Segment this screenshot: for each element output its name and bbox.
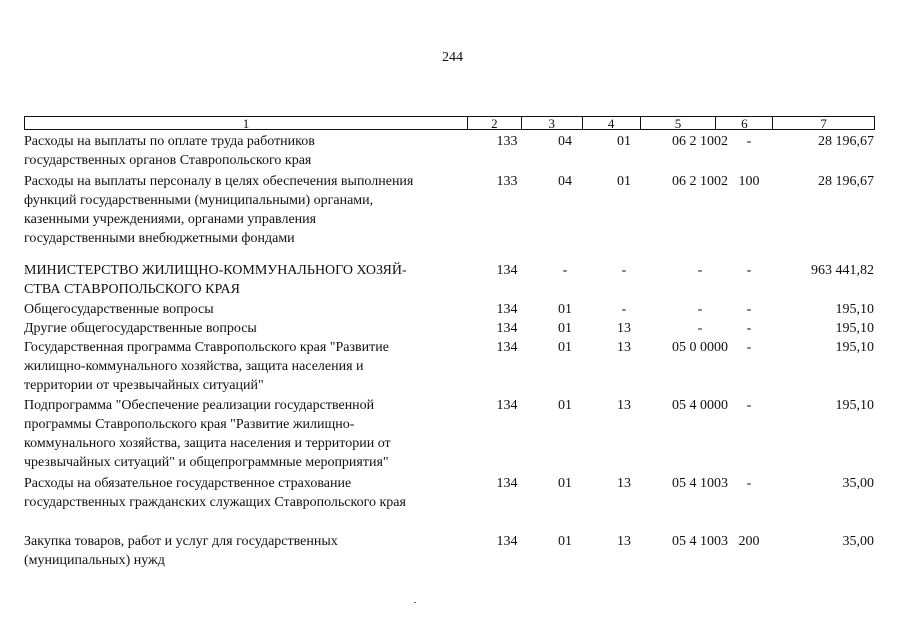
header-col-2: 2 <box>468 117 522 129</box>
row-section: 01 <box>558 302 572 317</box>
row-description: Другие общегосударственные вопросы <box>24 321 257 336</box>
table-header <box>24 116 875 130</box>
row-section: 04 <box>558 134 572 149</box>
header-col-6: 6 <box>716 117 773 129</box>
row-amount: 35,00 <box>842 476 874 491</box>
header-col-3: 3 <box>522 117 583 129</box>
row-section: - <box>562 263 568 278</box>
row-ministry-code: 134 <box>496 321 518 336</box>
row-ministry-code: 134 <box>496 340 518 355</box>
row-description: Расходы на обязательное государственное страхование государственных гражданских служащих Ставропольского края <box>24 476 406 510</box>
page-number: 244 <box>442 50 463 65</box>
row-subsection: 13 <box>617 398 631 413</box>
row-description: Общегосударственные вопросы <box>24 302 214 317</box>
row-expense-type: 200 <box>738 534 760 549</box>
row-expense-type: - <box>746 476 752 491</box>
row-target-article: 05 4 1003 <box>672 534 728 549</box>
row-section: 01 <box>558 321 572 336</box>
row-expense-type: - <box>746 302 752 317</box>
scan-speck <box>414 602 416 603</box>
row-expense-type: - <box>746 134 752 149</box>
row-subsection: 13 <box>617 476 631 491</box>
row-target-article: 05 4 1003 <box>672 476 728 491</box>
row-description: Расходы на выплаты по оплате труда работников государственных органов Ставропольского края <box>24 134 315 168</box>
row-description: Расходы на выплаты персоналу в целях обеспечения выполнения функций государственными (муниципальными) органами, казенными учреждениями, органами управления государственными внебюджетными фондами <box>24 174 414 246</box>
row-subsection: 13 <box>617 340 631 355</box>
row-amount: 35,00 <box>842 534 874 549</box>
row-subsection: - <box>621 302 627 317</box>
header-col-4: 4 <box>583 117 641 129</box>
row-section: 01 <box>558 476 572 491</box>
row-amount: 963 441,82 <box>811 263 874 278</box>
row-description: Подпрограмма "Обеспечение реализации государственной программы Ставропольского края "Развитие жилищно- коммунального хозяйства, защита населения и территории от чрезвычайных ситуаций" и общепрограммные мероприятия" <box>24 398 391 470</box>
header-col-1: 1 <box>25 117 468 129</box>
row-ministry-code: 134 <box>496 476 518 491</box>
header-col-5: 5 <box>641 117 717 129</box>
row-target-article: - <box>697 302 703 317</box>
row-subsection: 13 <box>617 321 631 336</box>
row-amount: 195,10 <box>835 340 874 355</box>
row-expense-type: - <box>746 340 752 355</box>
row-section: 01 <box>558 340 572 355</box>
row-target-article: 05 4 0000 <box>672 398 728 413</box>
row-description: МИНИСТЕРСТВО ЖИЛИЩНО-КОММУНАЛЬНОГО ХОЗЯЙ- СТВА СТАВРОПОЛЬСКОГО КРАЯ <box>24 263 407 297</box>
row-subsection: - <box>621 263 627 278</box>
row-amount: 28 196,67 <box>818 134 874 149</box>
row-subsection: 01 <box>617 174 631 189</box>
row-ministry-code: 134 <box>496 398 518 413</box>
row-ministry-code: 134 <box>496 302 518 317</box>
row-ministry-code: 133 <box>496 174 518 189</box>
row-target-article: - <box>697 263 703 278</box>
row-expense-type: 100 <box>738 174 760 189</box>
row-section: 01 <box>558 398 572 413</box>
row-description: Государственная программа Ставропольского края "Развитие жилищно-коммунального хозяйства, защита населения и территории от чрезвычайных ситуаций" <box>24 340 389 393</box>
row-subsection: 13 <box>617 534 631 549</box>
row-subsection: 01 <box>617 134 631 149</box>
row-expense-type: - <box>746 263 752 278</box>
header-col-7: 7 <box>820 116 827 131</box>
row-target-article: 06 2 1002 <box>672 134 728 149</box>
row-target-article: 05 0 0000 <box>672 340 728 355</box>
row-section: 01 <box>558 534 572 549</box>
row-ministry-code: 134 <box>496 534 518 549</box>
row-description: Закупка товаров, работ и услуг для государственных (муниципальных) нужд <box>24 534 338 568</box>
row-section: 04 <box>558 174 572 189</box>
row-amount: 28 196,67 <box>818 174 874 189</box>
row-amount: 195,10 <box>835 398 874 413</box>
row-expense-type: - <box>746 321 752 336</box>
row-ministry-code: 133 <box>496 134 518 149</box>
row-amount: 195,10 <box>835 321 874 336</box>
row-target-article: - <box>697 321 703 336</box>
row-ministry-code: 134 <box>496 263 518 278</box>
row-expense-type: - <box>746 398 752 413</box>
row-target-article: 06 2 1002 <box>672 174 728 189</box>
row-amount: 195,10 <box>835 302 874 317</box>
